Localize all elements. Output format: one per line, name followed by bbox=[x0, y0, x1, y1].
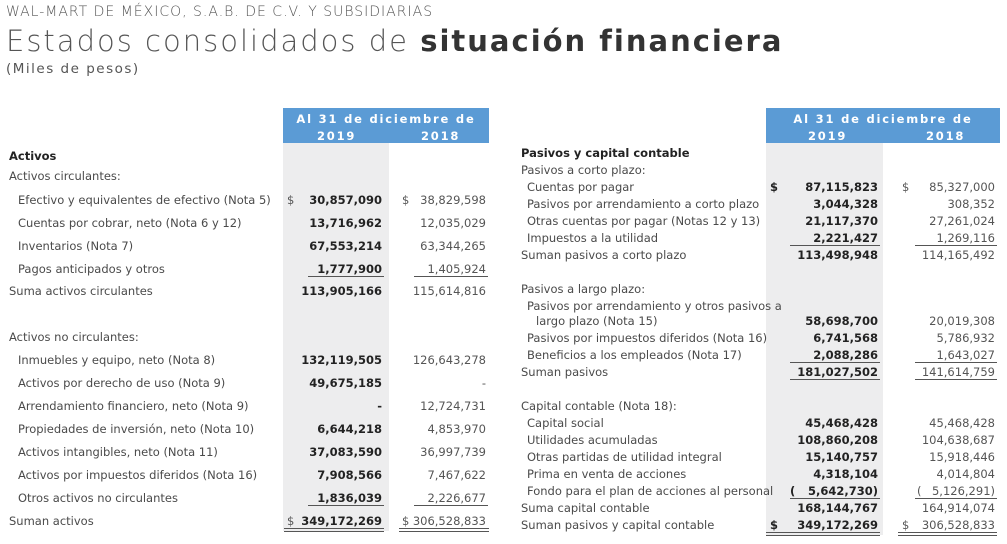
value-2018: 20,019,308 bbox=[929, 314, 995, 328]
currency-symbol: $ bbox=[287, 514, 295, 528]
liability-row-label: largo plazo (Nota 15) bbox=[536, 314, 658, 328]
value-2018: 4,014,804 bbox=[936, 467, 995, 481]
right-header-2019: 2019 bbox=[808, 129, 848, 143]
underline bbox=[766, 535, 880, 536]
underline bbox=[308, 505, 384, 506]
underline bbox=[308, 276, 384, 277]
asset-row-label: Otros activos no circulantes bbox=[18, 491, 178, 505]
value-2018: 104,638,687 bbox=[921, 433, 995, 447]
value-2018: 308,352 bbox=[947, 197, 995, 211]
value-2018: 38,829,598 bbox=[420, 193, 486, 207]
right-header-2018: 2018 bbox=[926, 129, 966, 143]
underline bbox=[915, 245, 997, 246]
asset-row-label: Inmuebles y equipo, neto (Nota 8) bbox=[18, 353, 216, 367]
value-2019: 7,908,566 bbox=[317, 468, 382, 482]
value-2019: 132,119,505 bbox=[301, 353, 382, 367]
value-2019: 15,140,757 bbox=[805, 450, 878, 464]
liability-row-label: Pasivos por impuestos diferidos (Nota 16) bbox=[527, 331, 768, 345]
asset-row-label: Efectivo y equivalentes de efectivo (Nota 5) bbox=[18, 193, 271, 207]
underline bbox=[414, 505, 488, 506]
value-2018: 7,467,622 bbox=[427, 468, 486, 482]
asset-row-label: Pagos anticipados y otros bbox=[18, 262, 165, 276]
value-2019: - bbox=[377, 399, 382, 413]
value-2019: 21,117,370 bbox=[805, 214, 878, 228]
value-2019: 2,221,427 bbox=[813, 231, 878, 245]
value-2019: 13,716,962 bbox=[309, 216, 382, 230]
value-2018: 27,261,024 bbox=[929, 214, 995, 228]
grand-total-label: Suman pasivos y capital contable bbox=[521, 518, 715, 532]
units-note: (Miles de pesos) bbox=[6, 61, 140, 77]
liability-row-label: Otras cuentas por pagar (Notas 12 y 13) bbox=[527, 214, 761, 228]
left-header-2018: 2018 bbox=[421, 129, 461, 143]
value-2018: 114,165,492 bbox=[921, 248, 995, 262]
value-2019: 45,468,428 bbox=[805, 416, 878, 430]
currency-symbol: $ bbox=[770, 180, 779, 194]
currency-symbol: $ bbox=[770, 518, 779, 532]
underline bbox=[790, 498, 880, 499]
value-2019: 6,644,218 bbox=[317, 422, 382, 436]
asset-row-label: Activos por derecho de uso (Nota 9) bbox=[18, 376, 226, 390]
right-column-header bbox=[766, 108, 1000, 143]
underline bbox=[790, 245, 880, 246]
value-2018: 306,528,833 bbox=[921, 518, 995, 532]
value-2019: 108,860,208 bbox=[797, 433, 878, 447]
underline bbox=[790, 379, 880, 380]
total-assets-label: Suman activos bbox=[9, 514, 94, 528]
value-2019: 87,115,823 bbox=[805, 180, 878, 194]
right-header-label: Al 31 de diciembre de bbox=[793, 112, 973, 126]
value-2019: 181,027,502 bbox=[797, 365, 878, 379]
underline bbox=[766, 532, 880, 533]
value-2019: 58,698,700 bbox=[805, 314, 878, 328]
value-2019: 113,905,166 bbox=[301, 284, 382, 298]
assets-section-title: Activos bbox=[9, 149, 57, 163]
value-2019: 37,083,590 bbox=[309, 445, 382, 459]
noncurrent-assets-heading: Activos no circulantes: bbox=[9, 330, 139, 344]
currency-symbol: $ bbox=[402, 193, 410, 207]
current-assets-total-label: Suma activos circulantes bbox=[9, 284, 153, 298]
company-name: WAL-MART DE MÉXICO, S.A.B. DE C.V. Y SUBSIDIARIAS bbox=[6, 4, 434, 20]
underline bbox=[399, 531, 489, 532]
title-bold: situación financiera bbox=[420, 24, 784, 58]
liability-row-label: Cuentas por pagar bbox=[527, 180, 635, 194]
page-title bbox=[6, 24, 783, 58]
value-2019: 168,144,767 bbox=[797, 501, 878, 515]
paren-open: ( bbox=[917, 484, 922, 498]
underline bbox=[414, 276, 488, 277]
value-2018: 115,614,816 bbox=[412, 284, 486, 298]
title-light: Estados consolidados de bbox=[6, 24, 409, 58]
value-2018: 306,528,833 bbox=[412, 514, 486, 528]
equity-row-label: Utilidades acumuladas bbox=[527, 433, 658, 447]
liability-row-label: Pasivos por arrendamiento y otros pasivos a bbox=[527, 299, 782, 313]
currency-symbol: $ bbox=[402, 514, 410, 528]
total-liabilities-label: Suman pasivos bbox=[521, 365, 609, 379]
underline bbox=[915, 362, 997, 363]
asset-row-label: Arrendamiento financiero, neto (Nota 9) bbox=[18, 399, 249, 413]
asset-row-label: Activos intangibles, neto (Nota 11) bbox=[18, 445, 218, 459]
value-2019: 1,836,039 bbox=[317, 491, 382, 505]
value-2019: 3,044,328 bbox=[813, 197, 878, 211]
asset-row-label: Cuentas por cobrar, neto (Nota 6 y 12) bbox=[18, 216, 242, 230]
value-2018: 15,918,446 bbox=[929, 450, 995, 464]
value-2018: 164,914,074 bbox=[921, 501, 995, 515]
current-assets-heading: Activos circulantes: bbox=[9, 169, 121, 183]
left-header-2019: 2019 bbox=[317, 129, 357, 143]
equity-row-label: Capital social bbox=[527, 416, 604, 430]
value-2018: 4,853,970 bbox=[427, 422, 486, 436]
value-2018: 1,405,924 bbox=[427, 262, 486, 276]
equity-row-label: Otras partidas de utilidad integral bbox=[527, 450, 722, 464]
value-2018: 12,035,029 bbox=[420, 216, 486, 230]
value-2018: 5,786,932 bbox=[936, 331, 995, 345]
underline bbox=[284, 531, 384, 532]
value-2019: 1,777,900 bbox=[317, 262, 382, 276]
equity-row-label: Fondo para el plan de acciones al personal bbox=[527, 484, 774, 498]
currency-symbol: $ bbox=[902, 180, 910, 194]
underline bbox=[915, 498, 997, 499]
value-2018: 5,126,291) bbox=[931, 484, 995, 498]
underline bbox=[898, 532, 997, 533]
value-2019: 2,088,286 bbox=[813, 348, 878, 362]
equity-total-label: Suma capital contable bbox=[521, 501, 650, 515]
value-2019: 5,642,730) bbox=[807, 484, 878, 498]
short-term-heading: Pasivos a corto plazo: bbox=[521, 163, 646, 177]
value-2018: 1,643,027 bbox=[936, 348, 995, 362]
liability-row-label: Pasivos por arrendamiento a corto plazo bbox=[527, 197, 760, 211]
value-2018: 1,269,116 bbox=[936, 231, 995, 245]
left-header-label: Al 31 de diciembre de bbox=[296, 112, 476, 126]
underline bbox=[898, 535, 997, 536]
value-2018: 12,724,731 bbox=[420, 399, 486, 413]
liability-row-label: Beneficios a los empleados (Nota 17) bbox=[527, 348, 742, 362]
value-2018: 126,643,278 bbox=[412, 353, 486, 367]
value-2019: 349,172,269 bbox=[301, 514, 382, 528]
value-2019: 49,675,185 bbox=[309, 376, 382, 390]
underline bbox=[915, 379, 997, 380]
paren-open: ( bbox=[790, 484, 796, 498]
value-2018: 36,997,739 bbox=[420, 445, 486, 459]
value-2018: 63,344,265 bbox=[420, 239, 486, 253]
value-2019: 67,553,214 bbox=[309, 239, 382, 253]
long-term-heading: Pasivos a largo plazo: bbox=[521, 282, 646, 296]
value-2018: 85,327,000 bbox=[929, 180, 995, 194]
value-2018: 2,226,677 bbox=[427, 491, 486, 505]
equity-heading: Capital contable (Nota 18): bbox=[521, 399, 677, 413]
value-2018: 141,614,759 bbox=[921, 365, 995, 379]
left-column-header bbox=[283, 108, 489, 143]
underline bbox=[399, 528, 489, 529]
value-2018: - bbox=[481, 376, 486, 390]
value-2019: 349,172,269 bbox=[797, 518, 878, 532]
value-2018: 45,468,428 bbox=[929, 416, 995, 430]
underline bbox=[284, 528, 384, 529]
value-2019: 30,857,090 bbox=[309, 193, 382, 207]
asset-row-label: Activos por impuestos diferidos (Nota 16) bbox=[18, 468, 258, 482]
short-term-total-label: Suman pasivos a corto plazo bbox=[521, 248, 687, 262]
asset-row-label: Inventarios (Nota 7) bbox=[18, 239, 134, 253]
asset-row-label: Propiedades de inversión, neto (Nota 10) bbox=[18, 422, 255, 436]
value-2019: 4,318,104 bbox=[813, 467, 878, 481]
value-2019: 113,498,948 bbox=[797, 248, 878, 262]
equity-row-label: Prima en venta de acciones bbox=[527, 467, 687, 481]
value-2019: 6,741,568 bbox=[813, 331, 878, 345]
underline bbox=[790, 362, 880, 363]
currency-symbol: $ bbox=[287, 193, 295, 207]
currency-symbol: $ bbox=[902, 518, 910, 532]
liabilities-section-title: Pasivos y capital contable bbox=[521, 146, 690, 160]
liability-row-label: Impuestos a la utilidad bbox=[527, 231, 659, 245]
